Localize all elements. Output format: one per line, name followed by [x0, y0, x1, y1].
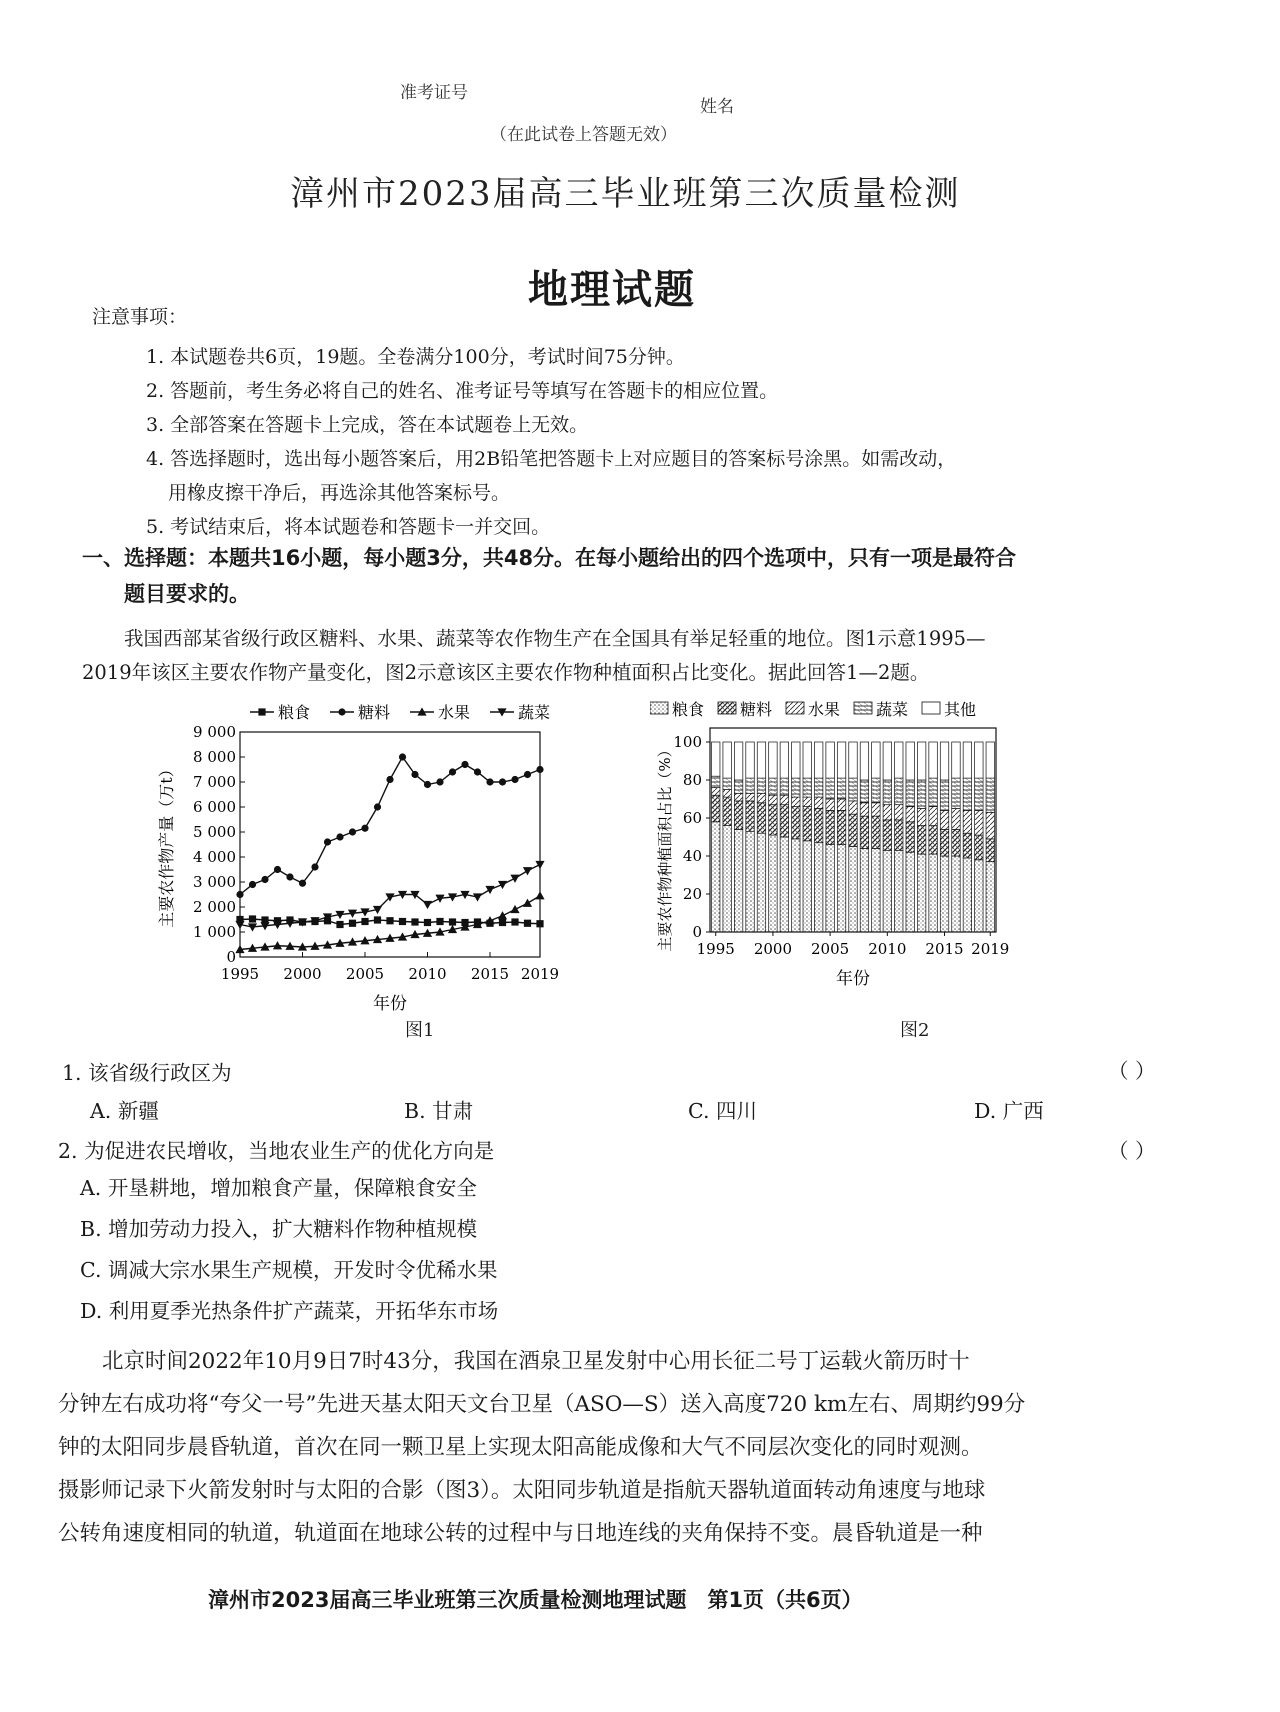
bar-segment	[826, 845, 834, 932]
bar-segment	[837, 778, 845, 799]
figure1-plot	[157, 703, 559, 1014]
bar-segment	[940, 829, 948, 856]
y-tick-label: 40	[682, 847, 702, 865]
x-tick-label: 2010	[868, 940, 907, 958]
bar-segment	[906, 807, 914, 822]
bar-segment	[917, 809, 925, 826]
bar-segment	[723, 826, 731, 932]
bar-segment	[952, 742, 960, 778]
data-point	[411, 771, 418, 778]
x-tick-label: 2005	[811, 940, 850, 958]
bar-segment	[769, 778, 777, 795]
x-tick-label: 2000	[283, 965, 322, 983]
data-point	[510, 875, 519, 883]
passage-line: 钟的太阳同步晨昏轨道，首次在同一颗卫星上实现太阳高能成像和大气不同层次变化的同时观测。	[58, 1435, 983, 1460]
legend-label: 水果	[438, 703, 471, 722]
bar-segment	[826, 799, 834, 810]
legend-label: 糖料	[358, 703, 391, 722]
question-1-option-a: A. 新疆	[90, 1099, 159, 1123]
bar-segment	[837, 845, 845, 932]
bar-segment	[723, 797, 731, 826]
legend-label: 蔬菜	[518, 703, 551, 722]
bar-segment	[792, 742, 800, 778]
data-point	[536, 920, 543, 927]
data-point	[435, 895, 444, 903]
bar-segment	[792, 778, 800, 797]
figure2-plot	[650, 700, 1009, 989]
data-point	[511, 918, 518, 925]
question-1-option-b: B. 甘肃	[404, 1099, 474, 1123]
bar-segment	[986, 812, 994, 839]
intro-line: 2019年该区主要农作物产量变化，图2示意该区主要农作物种植面积占比变化。据此回答1—2题。	[82, 661, 930, 684]
bar-segment	[769, 835, 777, 932]
bar-segment	[826, 778, 834, 799]
bar-segment	[723, 790, 731, 798]
data-point	[474, 768, 481, 775]
bar-segment	[975, 778, 983, 810]
bar-segment	[746, 793, 754, 801]
bar-segment	[826, 742, 834, 778]
data-point	[461, 761, 468, 768]
x-tick-label: 1995	[220, 965, 260, 983]
bar-segment	[895, 820, 903, 850]
y-tick-label: 4 000	[193, 848, 236, 866]
data-point	[399, 753, 406, 760]
bar-segment	[746, 742, 754, 778]
data-point	[485, 886, 494, 894]
data-point	[449, 918, 456, 925]
notice-item: 2. 答题前，考生务必将自己的姓名、准考证号等填写在答题卡的相应位置。	[146, 380, 779, 402]
page-footer: 漳州市2023届高三毕业班第三次质量检测地理试题 第1页（共6页）	[208, 1588, 863, 1612]
bar-segment	[769, 805, 777, 835]
bar-segment	[792, 807, 800, 839]
figure2-caption: 图2	[900, 1020, 930, 1041]
bar-segment	[975, 742, 983, 778]
figure2-stacked-bar-chart	[650, 700, 1110, 1030]
data-point	[510, 905, 519, 913]
data-point	[423, 901, 432, 909]
bar-segment	[746, 778, 754, 793]
data-point	[248, 923, 257, 931]
data-point	[535, 861, 544, 869]
data-point	[361, 918, 368, 925]
bar-segment	[906, 852, 914, 932]
bar-segment	[757, 793, 765, 803]
bar-segment	[849, 742, 857, 778]
section-line: 一、选择题：本题共16小题，每小题3分，共48分。在每小题给出的四个选项中，只有一项是最符合	[82, 546, 1017, 570]
bar-segment	[895, 850, 903, 932]
figure1-caption: 图1	[405, 1020, 435, 1041]
figure1-line-chart	[150, 700, 620, 1030]
passage-line: 摄影师记录下火箭发射时与太阳的合影（图3）。太阳同步轨道是指航天器轨道面转动角速度与地球	[58, 1478, 986, 1503]
name-label: 姓名	[700, 97, 734, 117]
data-point	[536, 766, 543, 773]
data-point	[286, 873, 293, 880]
bar-segment	[963, 833, 971, 858]
question-1-option-c: C. 四川	[688, 1099, 757, 1123]
question-2-option-a: A. 开垦耕地，增加粮食产量，保障粮食安全	[80, 1176, 477, 1200]
data-point	[299, 880, 306, 887]
data-point	[523, 867, 532, 875]
bar-segment	[826, 810, 834, 844]
question-1-answer-paren: （ ）	[1108, 1059, 1156, 1083]
bar-segment	[792, 797, 800, 807]
bar-segment	[986, 839, 994, 862]
question-2-option-b: B. 增加劳动力投入，扩大糖料作物种植规模	[80, 1217, 478, 1241]
x-tick-label: 2019	[520, 965, 560, 983]
bar-segment	[814, 809, 822, 843]
bar-segment	[814, 797, 822, 808]
bar-segment	[837, 799, 845, 810]
y-tick-label: 9 000	[193, 723, 236, 741]
section-line: 题目要求的。	[124, 582, 250, 606]
x-tick-label: 1995	[696, 940, 735, 958]
bar-segment	[734, 793, 742, 801]
data-point	[436, 918, 443, 925]
bar-segment	[769, 795, 777, 805]
bar-segment	[734, 742, 742, 780]
bar-segment	[917, 826, 925, 855]
x-axis-label: 年份	[373, 994, 407, 1014]
no-answer-note: （在此试卷上答题无效）	[490, 125, 677, 145]
y-tick-label: 5 000	[193, 823, 236, 841]
y-tick-label: 7 000	[193, 773, 236, 791]
bar-segment	[929, 742, 937, 778]
bar-segment	[963, 858, 971, 932]
x-axis-label: 年份	[836, 969, 870, 989]
bar-segment	[895, 778, 903, 805]
bar-segment	[975, 860, 983, 932]
bar-segment	[917, 854, 925, 932]
y-axis-label: 主要农作物产量（万t）	[157, 761, 176, 928]
data-point	[324, 838, 331, 845]
question-1-option-d: D. 广西	[974, 1099, 1044, 1123]
x-tick-label: 2015	[925, 940, 964, 958]
data-point	[349, 920, 356, 927]
bar-segment	[860, 780, 868, 803]
bar-segment	[929, 826, 937, 855]
data-point	[535, 891, 544, 899]
y-tick-label: 60	[682, 809, 702, 827]
bar-segment	[872, 848, 880, 932]
bar-segment	[723, 742, 731, 778]
bar-segment	[723, 778, 731, 789]
question-2-stem: 2. 为促进农民增收，当地农业生产的优化方向是	[58, 1139, 495, 1163]
bar-segment	[780, 795, 788, 805]
bar-segment	[860, 848, 868, 932]
bar-segment	[711, 795, 719, 822]
bar-segment	[837, 810, 845, 844]
data-point	[486, 778, 493, 785]
x-tick-label: 2000	[753, 940, 793, 958]
bar-segment	[837, 742, 845, 778]
bar-segment	[757, 803, 765, 833]
legend-swatch	[922, 702, 940, 714]
subject-title: 地理试题	[528, 267, 696, 313]
bar-segment	[711, 742, 719, 776]
data-point	[349, 828, 356, 835]
data-point	[336, 833, 343, 840]
question-2-option-d: D. 利用夏季光热条件扩产蔬菜，开拓华东市场	[80, 1299, 499, 1323]
bar-segment	[803, 742, 811, 778]
x-tick-label: 2019	[971, 940, 1010, 958]
bar-segment	[940, 810, 948, 829]
passage-line: 北京时间2022年10月9日7时43分，我国在酒泉卫星发射中心用长征二号丁运载火箭历时十	[102, 1349, 970, 1374]
bar-segment	[963, 810, 971, 833]
bar-segment	[940, 780, 948, 810]
legend-label: 水果	[808, 700, 841, 719]
notice-item: 3. 全部答案在答题卡上完成，答在本试题卷上无效。	[146, 414, 589, 436]
bar-segment	[929, 807, 937, 826]
x-tick-label: 2015	[470, 965, 510, 983]
data-point	[436, 778, 443, 785]
data-point	[473, 893, 482, 901]
data-point	[499, 778, 506, 785]
bar-segment	[917, 742, 925, 780]
bar-segment	[952, 829, 960, 856]
bar-segment	[860, 816, 868, 848]
bar-segment	[986, 778, 994, 812]
bar-segment	[803, 841, 811, 932]
bar-segment	[734, 801, 742, 830]
notice-item: 用橡皮擦干净后，再选涂其他答案标号。	[168, 482, 511, 504]
bar-segment	[849, 778, 857, 801]
legend-swatch	[650, 702, 668, 714]
notice-heading: 注意事项：	[92, 306, 188, 328]
x-tick-label: 2005	[345, 965, 385, 983]
bar-segment	[952, 778, 960, 808]
x-tick-label: 2010	[408, 965, 447, 983]
figure2-legend	[650, 700, 976, 719]
bar-segment	[872, 816, 880, 848]
data-point	[424, 919, 431, 926]
bar-segment	[780, 805, 788, 837]
figure1-legend	[250, 703, 550, 722]
legend-swatch	[854, 702, 872, 714]
bar-segment	[814, 742, 822, 778]
y-tick-label: 1 000	[193, 923, 236, 941]
data-point	[249, 881, 256, 888]
data-point	[374, 916, 381, 923]
legend-label: 糖料	[740, 700, 773, 719]
data-point	[411, 918, 418, 925]
bar-segment	[975, 835, 983, 860]
bar-segment	[906, 742, 914, 780]
section-one-instructions	[82, 540, 1232, 612]
data-point	[449, 768, 456, 775]
data-point	[338, 708, 345, 715]
bar-segment	[872, 803, 880, 816]
bar-segment	[975, 810, 983, 835]
legend-label: 蔬菜	[876, 700, 909, 719]
bar-segment	[757, 742, 765, 778]
bar-segment	[734, 829, 742, 932]
bar-segment	[780, 778, 788, 795]
y-tick-label: 8 000	[193, 748, 236, 766]
passage	[58, 1340, 1238, 1555]
data-point	[236, 891, 243, 898]
question-2-answer-paren: （ ）	[1108, 1139, 1156, 1163]
data-point	[524, 920, 531, 927]
bar-segment	[803, 807, 811, 841]
bar-segment	[849, 814, 857, 846]
intro-paragraph	[82, 622, 1242, 690]
data-point	[523, 899, 532, 907]
bar-segment	[780, 742, 788, 778]
bar-segment	[780, 837, 788, 932]
bar-segment	[906, 822, 914, 852]
notice-item: 4. 答选择题时，选出每小题答案后，用2B铅笔把答题卡上对应题目的答案标号涂黑。如需改动，	[146, 448, 957, 470]
legend-label: 其他	[944, 700, 977, 719]
notice-item: 1. 本试题卷共6页，19题。全卷满分100分，考试时间75分钟。	[146, 346, 685, 368]
bar-segment	[860, 803, 868, 816]
bar-segment	[963, 742, 971, 778]
bar-segment	[769, 742, 777, 778]
bar-segment	[711, 822, 719, 932]
y-tick-label: 0	[692, 923, 702, 941]
bar-segment	[872, 778, 880, 803]
question-1-stem: 1. 该省级行政区为	[62, 1061, 232, 1085]
bar-segment	[963, 778, 971, 810]
y-tick-label: 0	[226, 948, 236, 966]
y-tick-label: 2 000	[193, 898, 236, 916]
legend-label: 粮食	[278, 703, 311, 722]
y-tick-label: 6 000	[193, 798, 236, 816]
data-point	[498, 911, 507, 919]
bar-segment	[940, 742, 948, 780]
bar-segment	[883, 820, 891, 850]
bar-segment	[792, 839, 800, 932]
bar-segment	[803, 797, 811, 807]
bar-segment	[849, 847, 857, 933]
bar-segment	[929, 778, 937, 807]
bar-segment	[872, 742, 880, 778]
y-axis-label: 主要农作物种植面积占比（%）	[656, 742, 674, 952]
bar-segment	[711, 788, 719, 796]
data-point	[511, 776, 518, 783]
bar-segment	[711, 776, 719, 787]
data-point	[249, 915, 256, 922]
bar-segment	[860, 742, 868, 780]
data-point	[524, 771, 531, 778]
data-point	[386, 917, 393, 924]
passage-line: 分钟左右成功将“夸父一号”先进天基太阳天文台卫星（ASO—S）送入高度720 km左右、周期约99分	[58, 1392, 1026, 1417]
data-point	[499, 919, 506, 926]
legend-swatch	[718, 702, 736, 714]
passage-line: 公转角速度相同的轨道，轨道面在地球公转的过程中与日地连线的夹角保持不变。晨昏轨道是一种	[58, 1521, 983, 1546]
bar-segment	[883, 850, 891, 932]
data-point	[336, 921, 343, 928]
data-point	[311, 863, 318, 870]
notice-list	[146, 340, 1146, 544]
question-2-option-c: C. 调减大宗水果生产规模，开发时令优稀水果	[80, 1258, 498, 1282]
bar-segment	[986, 862, 994, 932]
bar-segment	[940, 856, 948, 932]
bar-segment	[883, 780, 891, 805]
exam-title: 漳州市2023届高三毕业班第三次质量检测	[290, 174, 961, 214]
legend-label: 粮食	[672, 700, 705, 719]
exam-number-label: 准考证号	[400, 83, 468, 103]
intro-line: 我国西部某省级行政区糖料、水果、蔬菜等农作物生产在全国具有举足轻重的地位。图1示意1995—	[124, 627, 986, 650]
question-2-options	[80, 1168, 498, 1332]
data-point	[374, 803, 381, 810]
bar-segment	[746, 831, 754, 932]
data-point	[261, 876, 268, 883]
bar-segment	[803, 778, 811, 797]
bar-segment	[929, 854, 937, 932]
bar-segment	[757, 833, 765, 932]
y-tick-label: 100	[673, 733, 702, 751]
bar-segment	[952, 856, 960, 932]
bar-segment	[734, 780, 742, 793]
bar-segment	[986, 742, 994, 778]
series-circle	[236, 753, 543, 898]
data-point	[424, 781, 431, 788]
bar-segment	[849, 801, 857, 814]
bar-segment	[895, 742, 903, 778]
data-point	[258, 708, 265, 715]
bar-segment	[952, 809, 960, 830]
y-tick-label: 20	[682, 885, 702, 903]
bar-segment	[906, 780, 914, 807]
bar-segment	[757, 778, 765, 793]
data-point	[274, 866, 281, 873]
notice-item: 5. 考试结束后，将本试题卷和答题卡一并交回。	[146, 516, 551, 538]
data-point	[498, 881, 507, 889]
legend-swatch	[786, 702, 804, 714]
bar-segment	[883, 742, 891, 780]
bar-segment	[883, 805, 891, 820]
bar-segment	[814, 843, 822, 932]
y-tick-label: 3 000	[193, 873, 236, 891]
data-point	[386, 776, 393, 783]
bar-segment	[895, 805, 903, 820]
y-tick-label: 80	[682, 771, 702, 789]
data-point	[399, 918, 406, 925]
bar-segment	[814, 778, 822, 797]
bar-segment	[917, 780, 925, 809]
data-point	[361, 825, 368, 832]
bar-segment	[746, 801, 754, 831]
